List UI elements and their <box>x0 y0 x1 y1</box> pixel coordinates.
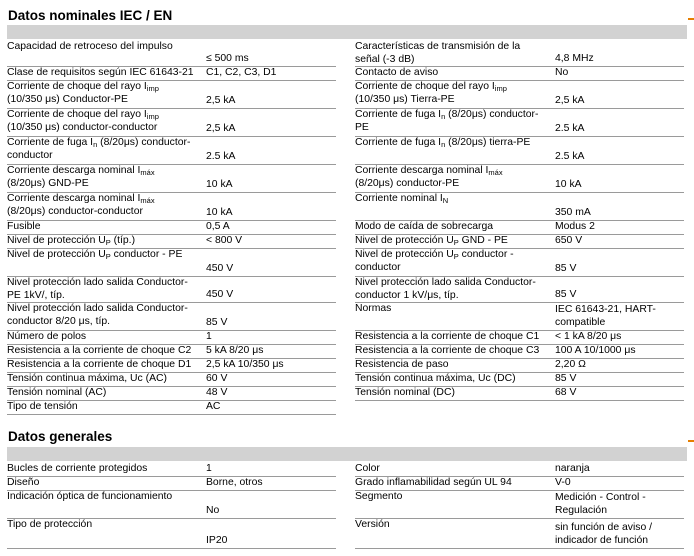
spec-value: Modus 2 <box>555 220 595 232</box>
spec-row <box>7 477 336 491</box>
spec-value: 2,5 kA <box>555 94 585 106</box>
spec-label: Grado inflamabilidad según UL 94 <box>355 477 512 488</box>
spec-label: Bucles de corriente protegidos <box>7 463 148 474</box>
spec-row <box>355 345 684 359</box>
spec-row <box>355 109 684 137</box>
spec-value: 350 mA <box>555 206 591 218</box>
spec-row <box>355 249 684 277</box>
spec-label: Indicación óptica de funcionamiento <box>7 491 173 502</box>
spec-value: 10 kA <box>206 178 233 190</box>
spec-label: Tensión continua máxima, Uc (AC) <box>7 373 167 384</box>
spec-row <box>355 67 684 81</box>
spec-value: 85 V <box>555 262 577 274</box>
spec-value: 68 V <box>555 386 577 398</box>
section-accent <box>688 18 694 20</box>
spec-row <box>355 477 684 491</box>
spec-label: Resistencia a la corriente de choque D1 <box>7 359 192 370</box>
spec-row <box>7 277 336 303</box>
spec-row <box>7 401 336 415</box>
spec-value: IEC 61643-21, HART- compatible <box>555 304 656 328</box>
spec-value: 4,8 MHz <box>555 52 594 64</box>
spec-row <box>7 165 336 193</box>
spec-row <box>355 137 684 165</box>
spec-row <box>7 387 336 401</box>
spec-value: Borne, otros <box>206 476 263 488</box>
spec-value: 85 V <box>555 372 577 384</box>
spec-value: 48 V <box>206 386 228 398</box>
spec-label: Nivel protección lado salida Conductor- PE 1kV/, típ. <box>7 277 188 301</box>
spec-value: C1, C2, C3, D1 <box>206 66 277 78</box>
spec-value: 2.5 kA <box>555 122 585 134</box>
section-accent <box>688 440 694 442</box>
spec-value: 0,5 A <box>206 220 230 232</box>
spec-label: Nivel de protección $U_P$ conductor - conductor <box>355 249 514 273</box>
spec-value: sin función de aviso / indicador de función <box>555 522 653 546</box>
spec-label: Corriente de choque del rayo $I_{imp}$ (10/350 μs) conductor-conductor <box>7 109 159 133</box>
spec-row <box>7 359 336 373</box>
section-title-nominal: Datos nominales IEC / EN <box>8 8 173 23</box>
spec-label: Resistencia a la corriente de choque C1 <box>355 331 540 342</box>
spec-value: 100 A 10/1000 μs <box>555 344 636 356</box>
spec-row <box>355 463 684 477</box>
spec-row <box>7 81 336 109</box>
spec-label: Nivel protección lado salida Conductor- conductor 8/20 μs, típ. <box>7 303 188 327</box>
spec-label: Corriente descarga nominal $I_{máx}$ (8/20μs) GND-PE <box>7 165 155 189</box>
spec-value: 2,5 kA <box>206 94 236 106</box>
spec-row <box>355 387 684 401</box>
spec-label: Diseño <box>7 477 40 488</box>
spec-row <box>355 491 684 519</box>
spec-value: < 1 kA 8/20 μs <box>555 330 622 342</box>
spec-label: Capacidad de retroceso del impulso <box>7 41 173 52</box>
spec-value: 650 V <box>555 234 583 246</box>
spec-label: Número de polos <box>7 331 87 342</box>
spec-value: 85 V <box>206 316 228 328</box>
spec-label: Tipo de tensión <box>7 401 78 412</box>
spec-value: 2,5 kA <box>206 122 236 134</box>
spec-label: Normas <box>355 303 392 314</box>
spec-label: Tipo de protección <box>7 519 93 530</box>
spec-row <box>355 193 684 221</box>
spec-label: Resistencia a la corriente de choque C2 <box>7 345 192 356</box>
spec-value: 450 V <box>206 288 234 300</box>
spec-value: 1 <box>206 330 212 342</box>
spec-label: Corriente de fuga $I_n$ (8/20μs) conductor- conductor <box>7 137 191 161</box>
spec-row <box>7 519 336 549</box>
spec-row <box>7 463 336 477</box>
spec-row <box>7 491 336 519</box>
spec-value: No <box>206 504 220 516</box>
spec-label: Tensión nominal (DC) <box>355 387 455 398</box>
spec-value: Medición - Control - Regulación <box>555 492 646 516</box>
spec-row <box>355 235 684 249</box>
spec-value: 1 <box>206 462 212 474</box>
spec-label: Nivel de protección $U_P$ GND - PE <box>355 235 508 247</box>
spec-label: Características de transmisión de la señal (-3 dB) <box>355 41 521 65</box>
spec-row <box>7 249 336 277</box>
spec-row <box>355 277 684 303</box>
spec-value: 2,20 Ω <box>555 358 586 370</box>
section-title-general: Datos generales <box>8 429 113 444</box>
spec-label: Versión <box>355 519 390 530</box>
spec-label: Fusible <box>7 221 41 232</box>
spec-value: naranja <box>555 462 590 474</box>
spec-row <box>7 235 336 249</box>
spec-value: IP20 <box>206 534 228 546</box>
spec-value: 10 kA <box>206 206 233 218</box>
spec-value: V-0 <box>555 476 571 488</box>
spec-label: Modo de caída de sobrecarga <box>355 221 494 232</box>
spec-value: 10 kA <box>555 178 582 190</box>
spec-label: Corriente de choque del rayo $I_{imp}$ (10/350 μs) Conductor-PE <box>7 81 159 105</box>
spec-row <box>7 137 336 165</box>
spec-value: 450 V <box>206 262 234 274</box>
spec-row <box>7 373 336 387</box>
spec-row <box>355 41 684 67</box>
spec-label: Contacto de aviso <box>355 67 439 78</box>
spec-label: Corriente de fuga $I_n$ (8/20μs) tierra-PE <box>355 137 531 149</box>
spec-label: Corriente descarga nominal $I_{máx}$ (8/20μs) conductor-PE <box>355 165 503 189</box>
spec-label: Resistencia a la corriente de choque C3 <box>355 345 540 356</box>
spec-row <box>7 345 336 359</box>
spec-row <box>355 373 684 387</box>
spec-row <box>355 165 684 193</box>
spec-value: 5 kA 8/20 μs <box>206 344 264 356</box>
spec-value: 60 V <box>206 372 228 384</box>
spec-row <box>355 519 684 549</box>
spec-row <box>7 67 336 81</box>
spec-value: < 800 V <box>206 234 243 246</box>
spec-label: Segmento <box>355 491 403 502</box>
spec-label: Nivel de protección $U_P$ (típ.) <box>7 235 136 247</box>
spec-row <box>7 109 336 137</box>
spec-row <box>355 303 684 331</box>
spec-value: 2.5 kA <box>555 150 585 162</box>
spec-label: Tensión continua máxima, Uc (DC) <box>355 373 516 384</box>
spec-row <box>355 359 684 373</box>
spec-row <box>7 303 336 331</box>
spec-label: Corriente nominal $I_N$ <box>355 193 449 205</box>
spec-row <box>355 221 684 235</box>
spec-row <box>7 193 336 221</box>
section-band <box>7 447 687 461</box>
spec-label: Color <box>355 463 380 474</box>
spec-label: Clase de requisitos según IEC 61643-21 <box>7 67 194 78</box>
spec-label: Corriente descarga nominal $I_{máx}$ (8/20μs) conductor-conductor <box>7 193 155 217</box>
spec-value: ≤ 500 ms <box>206 52 249 64</box>
spec-label: Nivel protección lado salida Conductor- conductor 1 kV/μs, típ. <box>355 277 536 301</box>
spec-row <box>7 221 336 235</box>
section-band <box>7 25 687 39</box>
spec-row <box>7 41 336 67</box>
spec-label: Corriente de fuga $I_n$ (8/20μs) conductor- PE <box>355 109 539 133</box>
spec-row <box>355 331 684 345</box>
spec-value: 85 V <box>555 288 577 300</box>
spec-value: 2,5 kA 10/350 μs <box>206 358 284 370</box>
spec-row <box>7 331 336 345</box>
spec-label: Tensión nominal (AC) <box>7 387 107 398</box>
spec-label: Corriente de choque del rayo $I_{imp}$ (10/350 μs) Tierra-PE <box>355 81 507 105</box>
spec-label: Resistencia de paso <box>355 359 449 370</box>
spec-row <box>355 81 684 109</box>
spec-value: 2.5 kA <box>206 150 236 162</box>
spec-label: Nivel de protección $U_P$ conductor - PE <box>7 249 183 261</box>
spec-value: No <box>555 66 569 78</box>
spec-value: AC <box>206 400 221 412</box>
